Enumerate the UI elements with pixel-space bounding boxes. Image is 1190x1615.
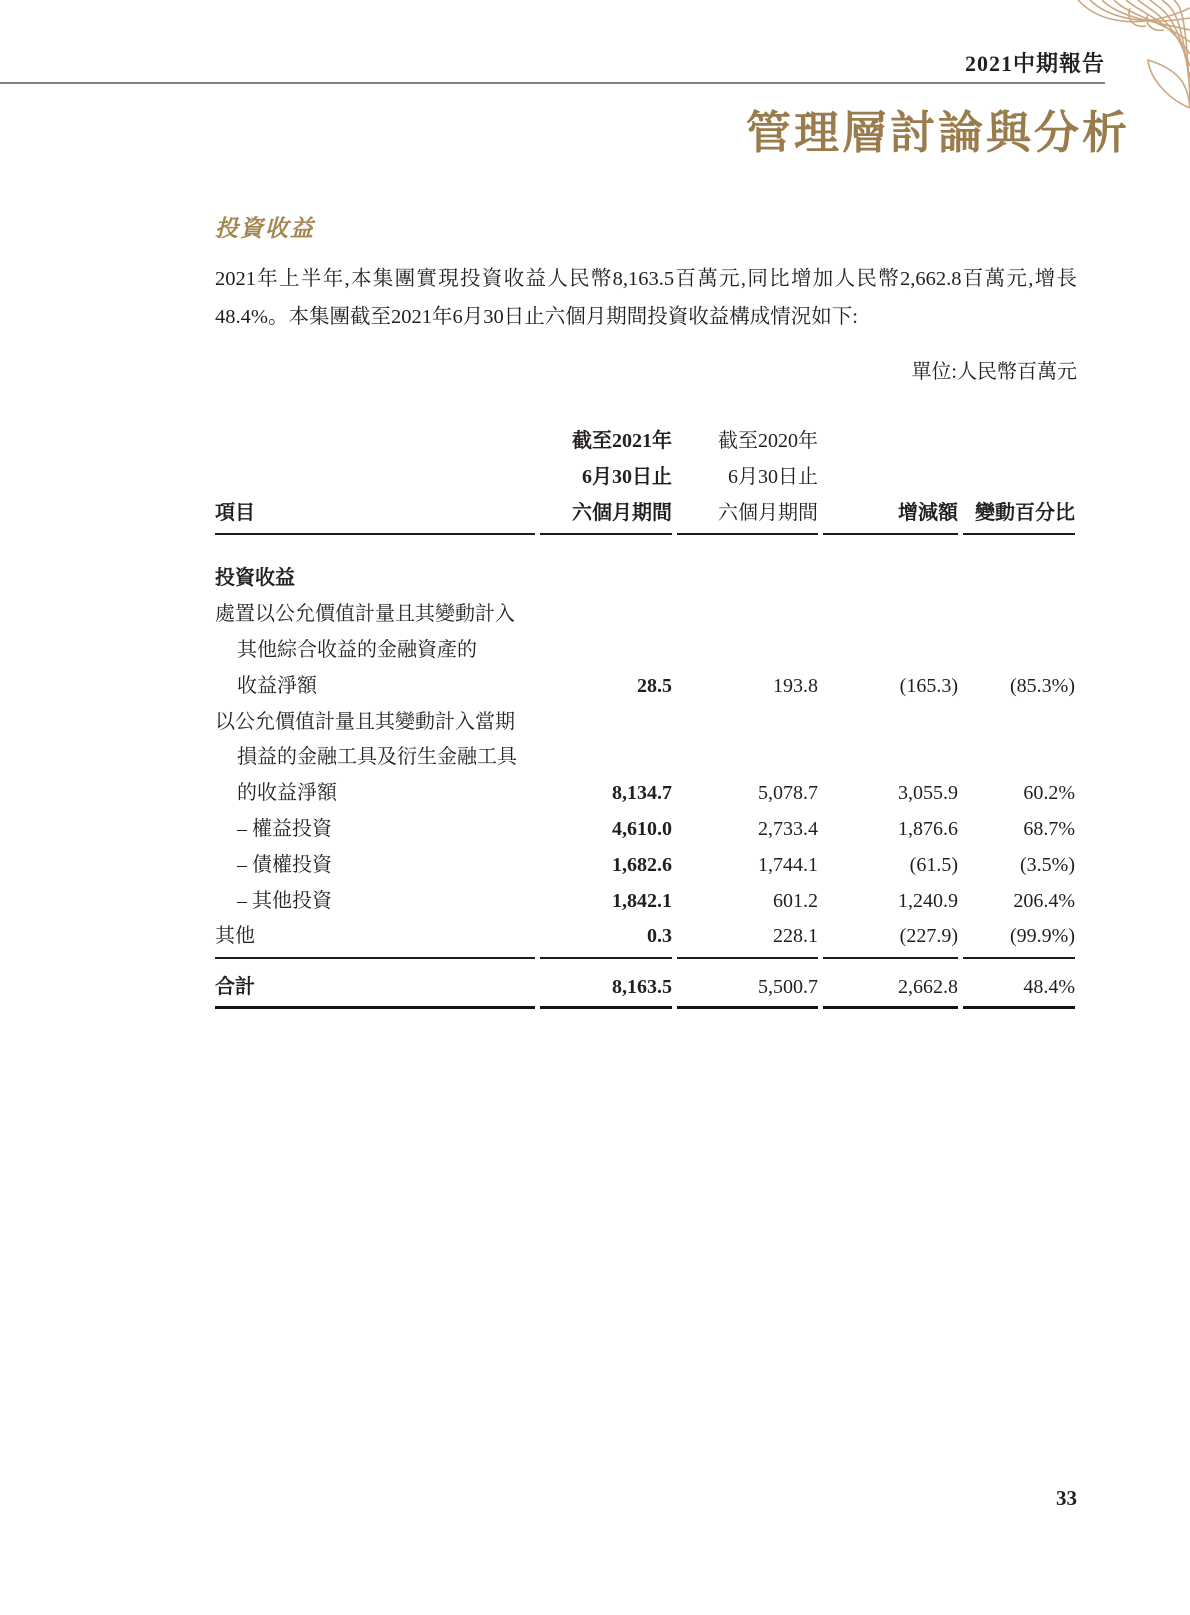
rule-segment: [823, 1006, 958, 1009]
unit-note: 單位:人民幣百萬元: [911, 361, 1077, 383]
table-rule: [215, 533, 1077, 535]
table-total-row: [215, 970, 1077, 1006]
rule-segment: [540, 957, 672, 959]
header-cell-empty: [215, 460, 535, 496]
value-change: (165.3): [899, 674, 958, 697]
investment-income-table: [215, 424, 1077, 1009]
page-number: 33: [1056, 1486, 1077, 1510]
rule-segment: [677, 1006, 818, 1009]
value-2021: 28.5: [637, 674, 672, 697]
header-2020-line3: 六個月期間: [718, 501, 818, 524]
header-2020-line1: 截至2020年: [718, 430, 818, 452]
value-change: (61.5): [909, 853, 958, 876]
total-2021: 8,163.5: [612, 976, 672, 999]
rule-segment: [823, 957, 958, 959]
value-change: 3,055.9: [898, 782, 958, 805]
value-2021: 1,842.1: [612, 889, 672, 912]
rule-segment: [215, 957, 535, 959]
table-row: [215, 740, 1077, 776]
row-label: – 其他投資: [237, 889, 332, 912]
table-row: [215, 919, 1077, 955]
header-2020-line2: 6月30日止: [728, 465, 818, 488]
rule-segment: [540, 1006, 672, 1009]
table-row: [215, 669, 1077, 705]
row-label: 處置以公允價值計量且其變動計入: [215, 603, 515, 626]
row-label: 投資收益: [215, 567, 295, 590]
table-row: [215, 561, 1077, 597]
rule-segment: [963, 957, 1075, 959]
rule-segment: [677, 957, 818, 959]
total-2020: 5,500.7: [758, 976, 818, 999]
header-change-pct: 變動百分比: [975, 501, 1075, 524]
value-2021: 8,134.7: [612, 782, 672, 805]
header-2021-line1: 截至2021年: [572, 430, 672, 452]
value-change-pct: (3.5%): [1020, 853, 1075, 876]
value-change-pct: 206.4%: [1013, 889, 1075, 912]
rule-segment: [677, 533, 818, 535]
content-area: [215, 210, 1077, 1009]
section-heading: 投資收益: [215, 216, 315, 241]
table-row: [215, 848, 1077, 884]
value-change: (227.9): [899, 925, 958, 948]
table-spacer: [215, 959, 1077, 970]
row-label: 收益淨額: [237, 674, 317, 697]
rule-segment: [823, 533, 958, 535]
value-change-pct: 68.7%: [1023, 817, 1075, 840]
header-cell-empty: [215, 424, 535, 460]
row-label: 其他: [215, 925, 255, 948]
header-cell-empty: [963, 424, 1075, 460]
row-label: 損益的金融工具及衍生金融工具: [237, 746, 517, 769]
value-2021: 1,682.6: [612, 853, 672, 876]
row-label: 的收益淨額: [237, 782, 337, 805]
table-row: [215, 884, 1077, 920]
table-total-rule: [215, 1006, 1077, 1009]
header-change: 增減額: [898, 501, 958, 524]
value-2020: 193.8: [773, 674, 818, 697]
table-row: [215, 597, 1077, 633]
value-2021: 4,610.0: [612, 817, 672, 840]
table-header-row: [215, 460, 1077, 496]
row-label: – 債權投資: [237, 853, 332, 876]
value-change-pct: (85.3%): [1010, 674, 1075, 697]
total-change-pct: 48.4%: [1023, 976, 1075, 999]
intro-paragraph: 2021年上半年,本集團實現投資收益人民幣8,163.5百萬元,同比增加人民幣2,662.8百萬元,增長48.4%。本集團截至2021年6月30日止六個月期間投資收益構成情況如下:: [215, 268, 1077, 328]
total-change: 2,662.8: [898, 976, 958, 999]
rule-segment: [215, 1006, 535, 1009]
value-2020: 5,078.7: [758, 782, 818, 805]
value-change: 1,876.6: [898, 817, 958, 840]
table-rule: [215, 957, 1077, 959]
header-cell-empty: [963, 460, 1075, 496]
rule-segment: [540, 533, 672, 535]
table-row: [215, 812, 1077, 848]
row-label: – 權益投資: [237, 817, 332, 840]
table-row: [215, 633, 1077, 669]
value-change-pct: (99.9%): [1010, 925, 1075, 948]
table-header-row: [215, 496, 1077, 532]
header-cell-empty: [823, 424, 958, 460]
value-2021: 0.3: [647, 925, 672, 948]
value-2020: 228.1: [773, 925, 818, 948]
rule-segment: [963, 533, 1075, 535]
row-label: 其他綜合收益的金融資產的: [237, 638, 477, 661]
table-row: [215, 776, 1077, 812]
table-row: [215, 705, 1077, 741]
header-item: 項目: [215, 501, 255, 524]
rule-segment: [215, 533, 535, 535]
header-2021-line2: 6月30日止: [582, 465, 672, 488]
header-cell-empty: [823, 460, 958, 496]
value-change-pct: 60.2%: [1023, 782, 1075, 805]
rule-segment: [963, 1006, 1075, 1009]
total-label: 合計: [215, 976, 255, 999]
value-2020: 1,744.1: [758, 853, 818, 876]
table-header-row: [215, 424, 1077, 460]
value-2020: 601.2: [773, 889, 818, 912]
header-rule: [0, 82, 1105, 84]
row-label: 以公允價值計量且其變動計入當期: [215, 710, 515, 733]
header-2021-line3: 六個月期間: [572, 501, 672, 524]
value-2020: 2,733.4: [758, 817, 818, 840]
report-title: 2021中期報告: [964, 51, 1105, 76]
table-spacer: [215, 535, 1077, 561]
page-title: 管理層討論與分析: [745, 108, 1130, 158]
value-change: 1,240.9: [898, 889, 958, 912]
